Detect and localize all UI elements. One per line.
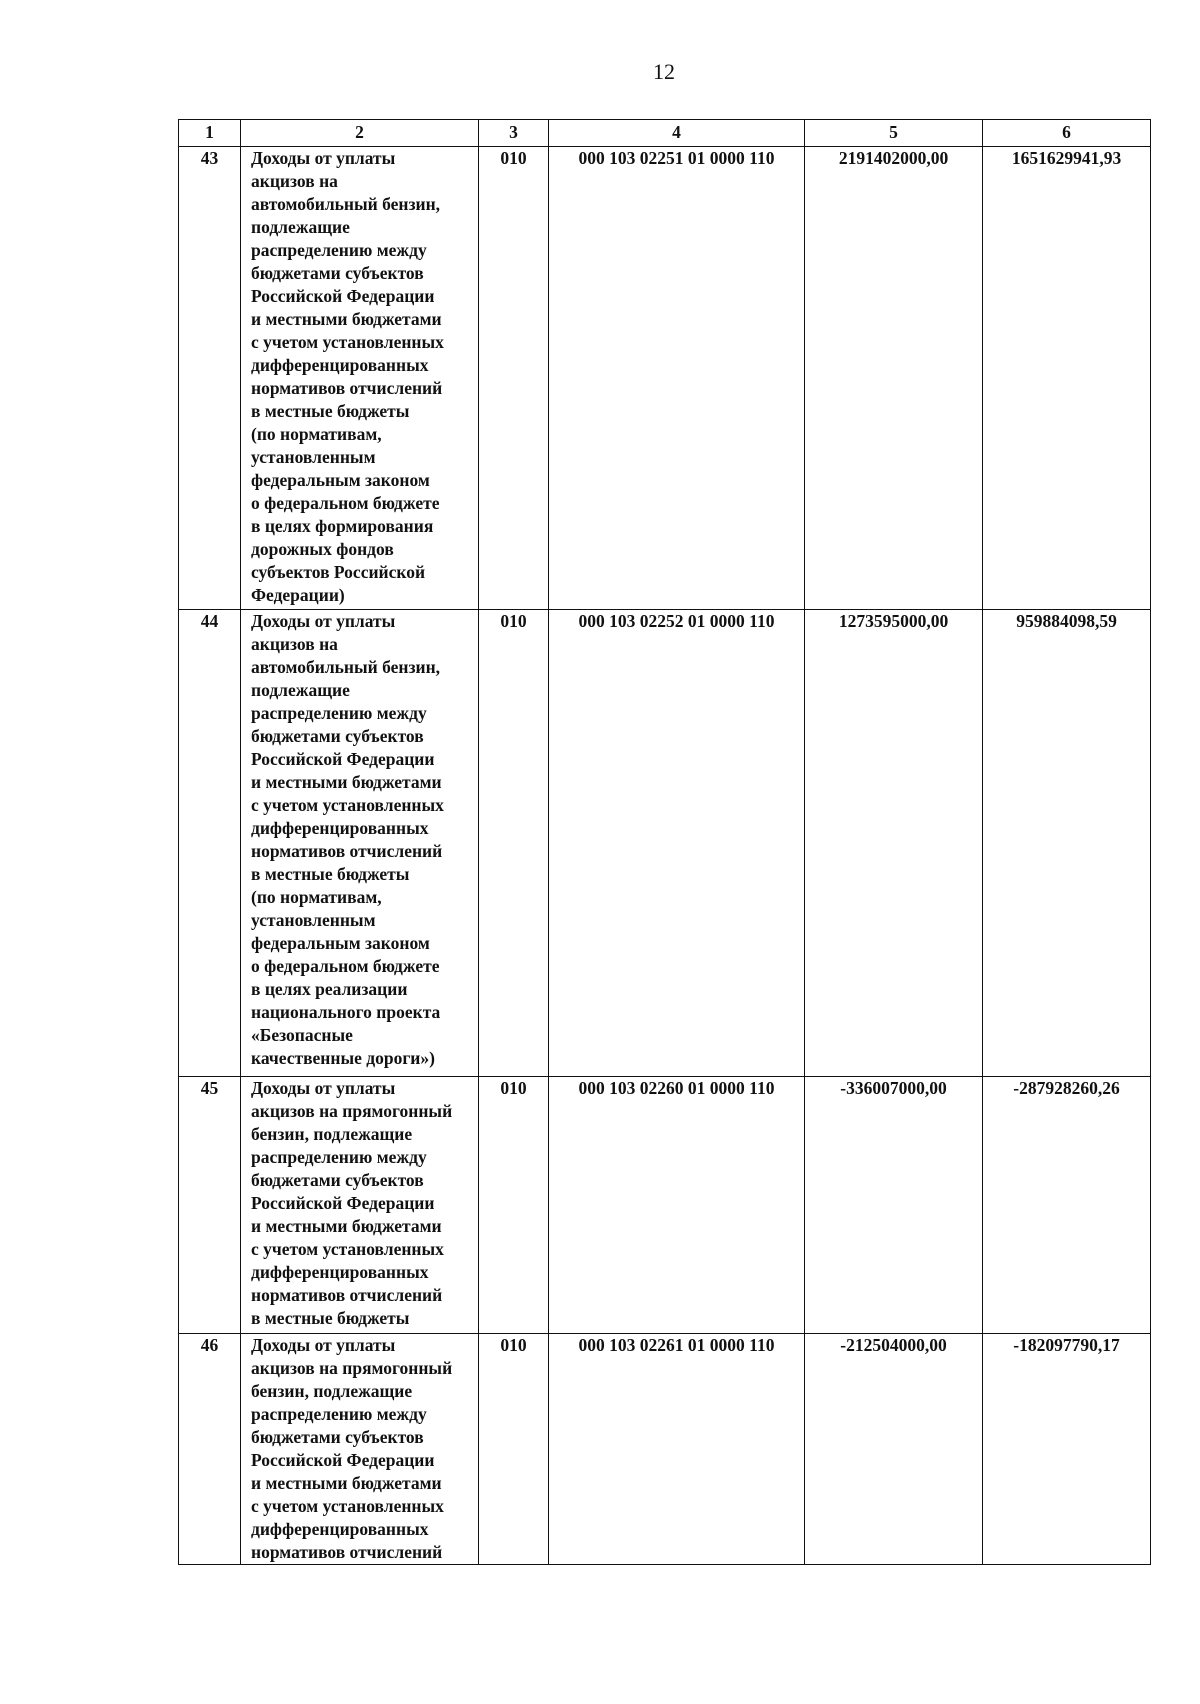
revenue-name-line: с учетом установленных (251, 795, 444, 815)
table-row (179, 1077, 1151, 1334)
row-number-cell (179, 147, 241, 610)
row-number-cell (179, 610, 241, 1077)
revenue-name-line: в целях реализации (251, 979, 408, 999)
revenue-name-line: Доходы от уплаты (251, 611, 396, 631)
revenue-name-line: субъектов Российской (251, 562, 426, 582)
revenue-name-line: федеральным законом (251, 470, 430, 490)
revenue-name-line: акцизов на прямогонный (251, 1101, 453, 1121)
budget-code-cell (549, 610, 805, 1077)
planned-amount: 2191402000,00 (838, 148, 949, 168)
revenue-name-line: распределению между (251, 1147, 427, 1167)
revenue-name-line: дифференцированных (251, 818, 429, 838)
revenue-name-line: Российской Федерации (251, 749, 435, 769)
revenue-name-line: Доходы от уплаты (251, 148, 396, 168)
revenue-name-line: Доходы от уплаты (251, 1078, 396, 1098)
revenue-name-line: подлежащие (251, 680, 350, 700)
revenue-name-line: бюджетами субъектов (251, 1427, 424, 1447)
revenue-name-line: о федеральном бюджете (251, 493, 440, 513)
budget-code-cell (549, 147, 805, 610)
revenue-name-line: о федеральном бюджете (251, 956, 440, 976)
admin-code: 010 (500, 611, 527, 631)
revenue-name-line: нормативов отчислений (251, 841, 443, 861)
budget-code-cell (549, 1334, 805, 1565)
row-number: 45 (200, 1078, 219, 1098)
planned-amount-cell (805, 1077, 983, 1334)
revenue-name-line: бензин, подлежащие (251, 1381, 413, 1401)
row-number: 46 (200, 1335, 219, 1355)
revenue-name-line: акцизов на прямогонный (251, 1358, 453, 1378)
revenue-name-cell (241, 610, 479, 1077)
admin-code: 010 (500, 1078, 527, 1098)
revenue-name-line: с учетом установленных (251, 1239, 444, 1259)
admin-code-cell (479, 1077, 549, 1334)
admin-code: 010 (500, 148, 527, 168)
planned-amount: -212504000,00 (840, 1335, 947, 1355)
row-number-cell (179, 1334, 241, 1565)
revenue-name-line: бюджетами субъектов (251, 1170, 424, 1190)
revenue-name-line: распределению между (251, 703, 427, 723)
revenue-name-line: с учетом установленных (251, 332, 444, 352)
revenue-name-line: федеральным законом (251, 933, 430, 953)
table-row (179, 610, 1151, 1077)
table-row (179, 1334, 1151, 1565)
revenue-name-line: распределению между (251, 1404, 427, 1424)
revenue-name-line: нормативов отчислений (251, 378, 443, 398)
budget-code-cell (549, 1077, 805, 1334)
revenue-name-line: и местными бюджетами (251, 1473, 442, 1493)
revenue-name-line: акцизов на (251, 171, 338, 191)
admin-code: 010 (500, 1335, 527, 1355)
revenue-name-line: подлежащие (251, 217, 350, 237)
planned-amount-cell (805, 1334, 983, 1565)
revenue-name-line: и местными бюджетами (251, 772, 442, 792)
page-number: 12 (653, 59, 675, 84)
revenue-name-line: качественные дороги») (251, 1048, 435, 1068)
header-col-1: 1 (179, 120, 241, 147)
revenue-name-line: (по нормативам, (251, 424, 382, 444)
budget-classification-code: 000 103 02261 01 0000 110 (578, 1335, 775, 1355)
actual-amount-cell (983, 147, 1151, 610)
revenue-name-cell (241, 1334, 479, 1565)
revenue-name-line: бюджетами субъектов (251, 726, 424, 746)
header-col-5: 5 (805, 120, 983, 147)
revenue-name-line: нормативов отчислений (251, 1285, 443, 1305)
revenue-name-line: Доходы от уплаты (251, 1335, 396, 1355)
revenue-name-line: дифференцированных (251, 355, 429, 375)
row-number-cell (179, 1077, 241, 1334)
actual-amount: -287928260,26 (1013, 1078, 1120, 1098)
revenue-name-line: акцизов на (251, 634, 338, 654)
revenue-name-line: Российской Федерации (251, 1193, 435, 1213)
actual-amount: 1651629941,93 (1011, 148, 1122, 168)
row-number: 43 (200, 148, 219, 168)
revenue-name-line: Российской Федерации (251, 286, 435, 306)
revenue-name-line: национального проекта (251, 1002, 441, 1022)
revenue-name-line: в местные бюджеты (251, 864, 410, 884)
revenue-name-line: дифференцированных (251, 1519, 429, 1539)
revenue-name-line: распределению между (251, 240, 427, 260)
admin-code-cell (479, 610, 549, 1077)
header-col-4: 4 (549, 120, 805, 147)
header-col-2: 2 (241, 120, 479, 147)
revenue-name-line: бюджетами субъектов (251, 263, 424, 283)
revenue-name-line: дорожных фондов (251, 539, 394, 559)
revenue-name-cell (241, 1077, 479, 1334)
planned-amount: -336007000,00 (840, 1078, 947, 1098)
revenue-name-line: «Безопасные (251, 1025, 353, 1045)
revenue-name-line: Федерации) (251, 585, 345, 605)
admin-code-cell (479, 147, 549, 610)
revenue-name-line: и местными бюджетами (251, 309, 442, 329)
revenue-name-line: в целях формирования (251, 516, 434, 536)
budget-classification-code: 000 103 02252 01 0000 110 (578, 611, 775, 631)
revenue-name-line: дифференцированных (251, 1262, 429, 1282)
revenue-name-line: автомобильный бензин, (251, 194, 441, 214)
admin-code-cell (479, 1334, 549, 1565)
revenue-name-line: в местные бюджеты (251, 1308, 410, 1328)
revenue-name-line: автомобильный бензин, (251, 657, 441, 677)
actual-amount-cell (983, 610, 1151, 1077)
table-row (179, 147, 1151, 610)
actual-amount: -182097790,17 (1013, 1335, 1120, 1355)
actual-amount-cell (983, 1334, 1151, 1565)
actual-amount: 959884098,59 (1016, 611, 1117, 631)
header-col-3: 3 (479, 120, 549, 147)
planned-amount: 1273595000,00 (838, 611, 949, 631)
table-header-row (179, 120, 1151, 147)
planned-amount-cell (805, 610, 983, 1077)
row-number: 44 (200, 611, 219, 631)
budget-classification-code: 000 103 02251 01 0000 110 (578, 148, 775, 168)
actual-amount-cell (983, 1077, 1151, 1334)
revenue-name-line: установленным (251, 910, 376, 930)
revenue-name-line: в местные бюджеты (251, 401, 410, 421)
revenue-name-line: нормативов отчислений (251, 1542, 443, 1562)
budget-revenue-table (178, 119, 1151, 1565)
planned-amount-cell (805, 147, 983, 610)
header-col-6: 6 (983, 120, 1151, 147)
revenue-name-line: и местными бюджетами (251, 1216, 442, 1236)
revenue-name-line: с учетом установленных (251, 1496, 444, 1516)
revenue-name-line: бензин, подлежащие (251, 1124, 413, 1144)
revenue-name-line: (по нормативам, (251, 887, 382, 907)
budget-classification-code: 000 103 02260 01 0000 110 (578, 1078, 775, 1098)
revenue-name-line: установленным (251, 447, 376, 467)
revenue-name-line: Российской Федерации (251, 1450, 435, 1470)
revenue-name-cell (241, 147, 479, 610)
